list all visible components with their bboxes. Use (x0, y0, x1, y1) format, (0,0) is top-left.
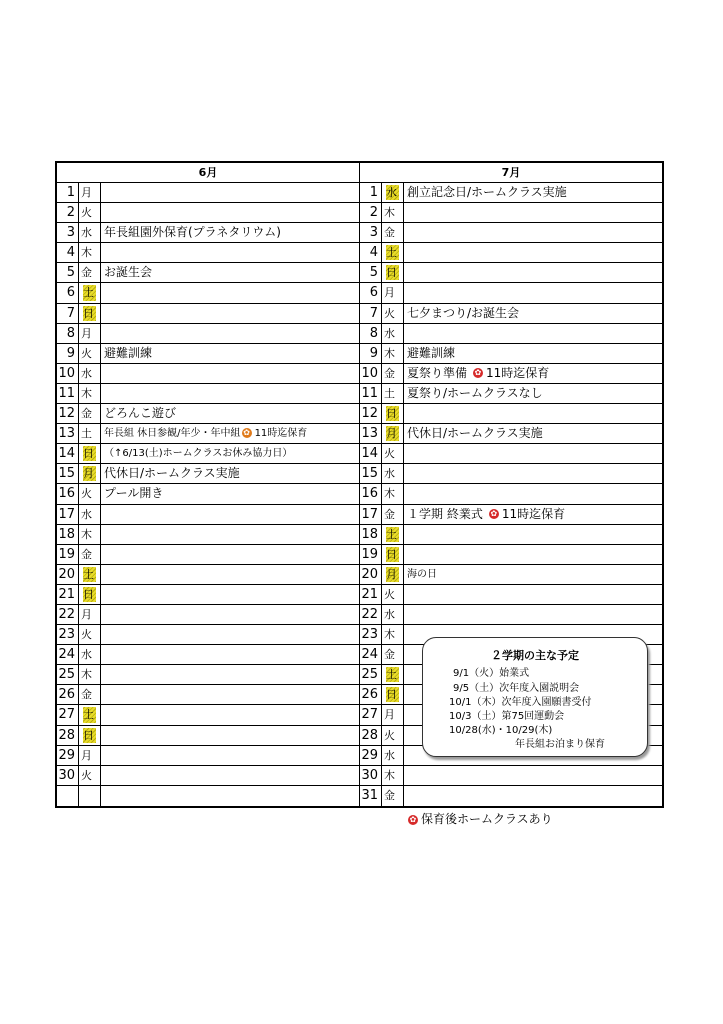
day-number: 7 (360, 304, 382, 323)
event-cell (101, 444, 359, 463)
day-number: 28 (57, 726, 79, 745)
event-text: （↑6/13(土)ホームクラスお休み協力日） (104, 448, 293, 460)
event-cell (404, 384, 662, 403)
day-number: 14 (57, 444, 79, 463)
weekday-holiday: 土 (79, 283, 101, 302)
note-line: 10/3（土）第75回運動会 (449, 711, 565, 722)
weekday: 火 (79, 203, 101, 222)
weekday: 土 (79, 424, 101, 443)
event-cell (404, 243, 662, 262)
weekday-holiday: 月 (382, 424, 404, 443)
weekday: 水 (382, 746, 404, 765)
weekday-holiday: 日 (382, 685, 404, 704)
event-cell (404, 766, 662, 785)
day-row (360, 183, 662, 203)
day-number: 6 (360, 283, 382, 302)
weekday: 火 (79, 625, 101, 644)
star-icon: ✿ (409, 814, 417, 824)
weekday-holiday: 日 (79, 726, 101, 745)
event-cell (404, 183, 662, 202)
weekday: 木 (382, 484, 404, 503)
weekday-holiday: 水 (382, 183, 404, 202)
day-row (360, 384, 662, 404)
event-cell (101, 645, 359, 664)
event-cell (101, 766, 359, 785)
day-row (57, 384, 359, 404)
event-cell (404, 525, 662, 544)
event-text: 創立記念日/ホームクラス実施 (407, 185, 567, 199)
day-number: 18 (360, 525, 382, 544)
event-text: 夏祭り準備 (407, 365, 468, 380)
event-cell (101, 585, 359, 604)
event-text: お誕生会 (104, 265, 153, 280)
weekday: 水 (382, 464, 404, 483)
weekday: 金 (79, 685, 101, 704)
weekday: 木 (382, 766, 404, 785)
weekday: 土 (382, 384, 404, 403)
event-cell (101, 625, 359, 644)
weekday-holiday: 日 (382, 404, 404, 423)
june-calendar (55, 161, 360, 808)
weekday: 木 (382, 625, 404, 644)
day-number: 21 (360, 585, 382, 604)
event-text: 海の日 (407, 568, 437, 580)
day-row (57, 625, 359, 645)
day-number: 19 (360, 545, 382, 564)
july-header: 7月 (360, 163, 662, 183)
day-row (360, 464, 662, 484)
day-number: 22 (360, 605, 382, 624)
weekday: 火 (79, 344, 101, 363)
day-row (57, 565, 359, 585)
second-term-schedule-box (422, 637, 648, 757)
weekday: 木 (79, 384, 101, 403)
weekday: 火 (79, 484, 101, 503)
event-cell (404, 424, 662, 443)
weekday: 火 (382, 726, 404, 745)
weekday: 水 (79, 505, 101, 524)
day-number: 4 (360, 243, 382, 262)
weekday: 水 (79, 223, 101, 242)
day-number: 2 (360, 203, 382, 222)
day-number: 2 (57, 203, 79, 222)
event-cell (101, 183, 359, 202)
day-row (57, 545, 359, 565)
note-line: 9/5（土）次年度入園説明会 (453, 683, 580, 694)
event-text: どろんこ遊び (104, 406, 177, 421)
weekday: 火 (382, 444, 404, 463)
day-row (57, 766, 359, 786)
day-row (360, 484, 662, 504)
weekday: 月 (79, 746, 101, 765)
event-cell (404, 263, 662, 282)
event-cell (404, 545, 662, 564)
event-cell (404, 344, 662, 363)
day-number: 1 (360, 183, 382, 202)
day-number: 8 (57, 324, 79, 343)
weekday: 木 (79, 525, 101, 544)
star-icon: ✿ (474, 368, 482, 378)
day-number: 26 (360, 685, 382, 704)
event-text: １学期 終業式 (407, 506, 483, 521)
day-row (360, 263, 662, 283)
event-cell (101, 605, 359, 624)
event-cell (101, 344, 359, 363)
event-note-text: 11時迄保育 (501, 506, 566, 521)
event-cell (101, 324, 359, 343)
event-text: プール開き (104, 486, 164, 501)
day-number: 3 (57, 223, 79, 242)
weekday: 月 (79, 324, 101, 343)
footer-legend (408, 810, 553, 827)
day-row (57, 705, 359, 725)
weekday: 木 (79, 243, 101, 262)
day-number: 12 (57, 404, 79, 423)
event-cell (101, 786, 359, 806)
day-number (57, 786, 79, 806)
weekday-holiday: 土 (382, 243, 404, 262)
day-number: 15 (57, 464, 79, 483)
event-cell (101, 746, 359, 765)
day-number: 13 (360, 424, 382, 443)
weekday: 火 (382, 304, 404, 323)
day-row (360, 585, 662, 605)
event-cell (404, 505, 662, 524)
day-number: 28 (360, 726, 382, 745)
day-row (360, 223, 662, 243)
event-cell (404, 565, 662, 584)
event-cell (404, 203, 662, 222)
weekday-holiday: 土 (79, 565, 101, 584)
day-row (360, 766, 662, 786)
day-row (57, 585, 359, 605)
day-number: 18 (57, 525, 79, 544)
weekday: 火 (382, 585, 404, 604)
weekday: 金 (79, 263, 101, 282)
weekday: 水 (382, 605, 404, 624)
day-number: 19 (57, 545, 79, 564)
day-number: 9 (57, 344, 79, 363)
day-number: 10 (360, 364, 382, 383)
weekday-holiday: 日 (79, 585, 101, 604)
day-number: 7 (57, 304, 79, 323)
weekday: 火 (79, 766, 101, 785)
weekday: 月 (79, 183, 101, 202)
weekday-holiday: 土 (382, 525, 404, 544)
event-text: 年長組園外保育(プラネタリウム) (104, 225, 281, 240)
day-row (360, 545, 662, 565)
day-number: 17 (360, 505, 382, 524)
day-row (360, 344, 662, 364)
event-cell (101, 404, 359, 423)
note-line: 10/1（木）次年度入園願書受付 (449, 697, 592, 708)
day-number: 23 (57, 625, 79, 644)
day-row (57, 525, 359, 545)
event-cell (101, 525, 359, 544)
event-text: 避難訓練 (104, 345, 153, 360)
event-note-text: 11時迄保育 (254, 428, 308, 440)
day-row (57, 364, 359, 384)
weekday: 水 (382, 324, 404, 343)
day-row (57, 183, 359, 203)
weekday: 金 (79, 545, 101, 564)
day-number: 17 (57, 505, 79, 524)
june-header: 6月 (57, 163, 359, 183)
day-number: 16 (57, 484, 79, 503)
day-row (360, 786, 662, 806)
event-cell (404, 786, 662, 806)
day-row (57, 786, 359, 806)
weekday-holiday: 日 (382, 263, 404, 282)
event-cell (101, 484, 359, 503)
weekday-holiday: 土 (382, 665, 404, 684)
event-cell (101, 726, 359, 745)
day-row (57, 404, 359, 424)
weekday-holiday: 日 (382, 545, 404, 564)
event-cell (404, 464, 662, 483)
day-number: 16 (360, 484, 382, 503)
day-row (57, 645, 359, 665)
event-cell (101, 424, 359, 443)
weekday-holiday: 日 (79, 304, 101, 323)
event-text: 代休日/ホームクラス実施 (104, 466, 240, 481)
event-cell (404, 223, 662, 242)
note-line: 9/1（火）始業式 (453, 668, 530, 679)
day-row (57, 505, 359, 525)
day-number: 31 (360, 786, 382, 806)
day-row (360, 283, 662, 303)
day-number: 4 (57, 243, 79, 262)
event-text: 避難訓練 (407, 345, 456, 360)
day-row (57, 263, 359, 283)
day-number: 5 (360, 263, 382, 282)
weekday: 水 (79, 645, 101, 664)
day-row (360, 404, 662, 424)
event-cell (101, 464, 359, 483)
event-cell (404, 605, 662, 624)
day-row (57, 304, 359, 324)
day-row (360, 203, 662, 223)
day-row (57, 243, 359, 263)
day-row (360, 605, 662, 625)
day-number: 30 (360, 766, 382, 785)
weekday: 木 (382, 344, 404, 363)
event-cell (404, 283, 662, 302)
weekday-holiday: 月 (382, 565, 404, 584)
day-row (57, 484, 359, 504)
footer-text: 保育後ホームクラスあり (421, 812, 553, 826)
day-row (57, 203, 359, 223)
day-row (360, 505, 662, 525)
day-number: 12 (360, 404, 382, 423)
day-row (57, 444, 359, 464)
event-cell (404, 304, 662, 323)
event-cell (404, 324, 662, 343)
weekday: 金 (382, 364, 404, 383)
day-row (360, 324, 662, 344)
day-row (57, 283, 359, 303)
event-text: 年長組 休日参観/年少・年中組 (104, 428, 241, 440)
day-row (57, 665, 359, 685)
day-number: 20 (360, 565, 382, 584)
event-note-text: 11時迄保育 (486, 365, 550, 380)
day-row (57, 746, 359, 766)
day-number: 20 (57, 565, 79, 584)
day-number: 11 (360, 384, 382, 403)
day-number: 14 (360, 444, 382, 463)
event-cell (101, 705, 359, 724)
day-number: 24 (360, 645, 382, 664)
weekday: 月 (382, 283, 404, 302)
day-row (57, 344, 359, 364)
event-cell (101, 545, 359, 564)
day-number: 21 (57, 585, 79, 604)
event-text: 七夕まつり/お誕生会 (407, 305, 520, 320)
day-number: 11 (57, 384, 79, 403)
event-cell (101, 203, 359, 222)
event-cell (404, 364, 662, 383)
day-number: 25 (57, 665, 79, 684)
day-row (360, 364, 662, 384)
june-rows (57, 183, 359, 806)
day-row (57, 223, 359, 243)
day-number: 26 (57, 685, 79, 704)
day-number: 15 (360, 464, 382, 483)
weekday: 金 (382, 505, 404, 524)
event-cell (404, 585, 662, 604)
day-row (360, 444, 662, 464)
event-text: 夏祭り/ホームクラスなし (407, 385, 543, 400)
day-row (360, 424, 662, 444)
day-number: 8 (360, 324, 382, 343)
star-icon: ✿ (490, 509, 498, 518)
event-text: 代休日/ホームクラス実施 (407, 426, 543, 441)
event-cell (101, 223, 359, 242)
day-number: 23 (360, 625, 382, 644)
weekday: 金 (382, 786, 404, 806)
weekday: 金 (382, 223, 404, 242)
event-cell (404, 404, 662, 423)
event-cell (101, 565, 359, 584)
day-number: 25 (360, 665, 382, 684)
note-line: 10/28(水)・10/29(木) (449, 725, 553, 736)
note-line: 年長組お泊まり保育 (515, 739, 605, 750)
event-cell (101, 283, 359, 302)
day-row (57, 324, 359, 344)
day-row (57, 464, 359, 484)
weekday (79, 786, 101, 806)
star-icon: ✿ (243, 428, 250, 438)
day-row (57, 685, 359, 705)
event-cell (101, 384, 359, 403)
day-row (360, 304, 662, 324)
weekday: 月 (79, 605, 101, 624)
day-number: 27 (57, 705, 79, 724)
event-cell (404, 484, 662, 503)
day-number: 29 (57, 746, 79, 765)
day-number: 29 (360, 746, 382, 765)
day-number: 3 (360, 223, 382, 242)
day-row (57, 726, 359, 746)
weekday-holiday: 月 (79, 464, 101, 483)
weekday: 金 (79, 404, 101, 423)
event-cell (101, 665, 359, 684)
day-number: 1 (57, 183, 79, 202)
weekday: 木 (79, 665, 101, 684)
day-number: 9 (360, 344, 382, 363)
event-cell (101, 243, 359, 262)
weekday-holiday: 土 (79, 705, 101, 724)
day-number: 13 (57, 424, 79, 443)
weekday: 水 (79, 364, 101, 383)
day-row (360, 243, 662, 263)
day-number: 27 (360, 705, 382, 724)
day-row (57, 605, 359, 625)
day-number: 6 (57, 283, 79, 302)
event-cell (101, 304, 359, 323)
event-cell (101, 263, 359, 282)
weekday: 金 (382, 645, 404, 664)
day-row (57, 424, 359, 444)
event-cell (404, 444, 662, 463)
weekday-holiday: 日 (79, 444, 101, 463)
weekday: 月 (382, 705, 404, 724)
day-number: 5 (57, 263, 79, 282)
day-number: 10 (57, 364, 79, 383)
day-number: 30 (57, 766, 79, 785)
day-row (360, 565, 662, 585)
day-number: 24 (57, 645, 79, 664)
second-term-title: ２学期の主な予定 (491, 649, 579, 662)
day-row (360, 525, 662, 545)
event-cell (101, 505, 359, 524)
weekday: 木 (382, 203, 404, 222)
event-cell (101, 685, 359, 704)
day-number: 22 (57, 605, 79, 624)
event-cell (101, 364, 359, 383)
